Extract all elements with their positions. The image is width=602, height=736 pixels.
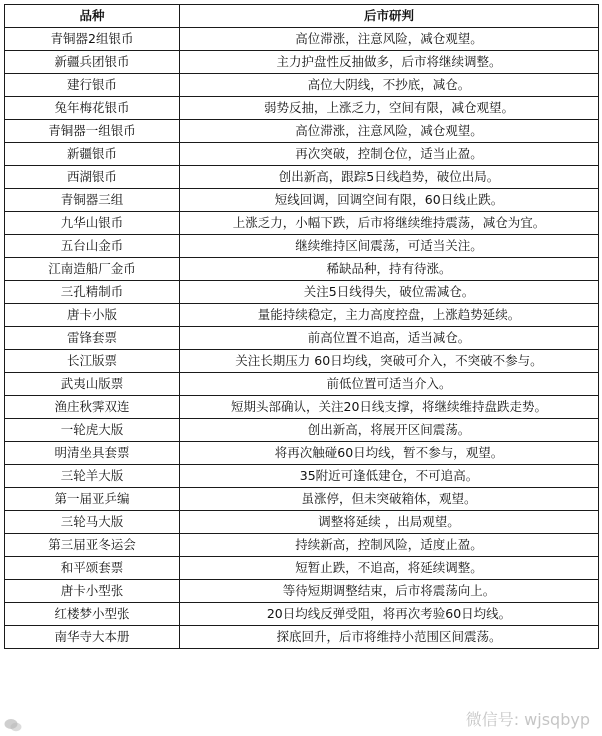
- table-body: [5, 28, 599, 649]
- judgment-cell: 创出新高，跟踪5日线趋势，破位出局。: [180, 166, 599, 189]
- judgment-cell: 继续维持区间震荡，可适当关注。: [180, 235, 599, 258]
- table-row: [5, 120, 599, 143]
- variety-cell: 渔庄秋霁双连: [5, 396, 180, 419]
- variety-cell: 江南造船厂金币: [5, 258, 180, 281]
- variety-cell: 唐卡小版: [5, 304, 180, 327]
- variety-cell: 兔年梅花银币: [5, 97, 180, 120]
- table-row: [5, 235, 599, 258]
- variety-cell: 建行银币: [5, 74, 180, 97]
- variety-cell: 南华寺大本册: [5, 626, 180, 649]
- variety-cell: 三轮马大版: [5, 511, 180, 534]
- table-row: [5, 373, 599, 396]
- wechat-icon: [4, 718, 22, 732]
- header-variety: 品种: [5, 5, 180, 28]
- table-row: [5, 511, 599, 534]
- table-row: [5, 281, 599, 304]
- forecast-table: [4, 4, 599, 649]
- table-row: [5, 626, 599, 649]
- table-row: [5, 557, 599, 580]
- table-row: [5, 442, 599, 465]
- judgment-cell: 虽涨停，但未突破箱体，观望。: [180, 488, 599, 511]
- variety-cell: 新疆兵团银币: [5, 51, 180, 74]
- judgment-cell: 关注5日线得失，破位需减仓。: [180, 281, 599, 304]
- variety-cell: 一轮虎大版: [5, 419, 180, 442]
- judgment-cell: 短暂止跌，不追高，将延续调整。: [180, 557, 599, 580]
- table-row: [5, 97, 599, 120]
- judgment-cell: 量能持续稳定，主力高度控盘，上涨趋势延续。: [180, 304, 599, 327]
- variety-cell: 第一届亚乒编: [5, 488, 180, 511]
- table-row: [5, 304, 599, 327]
- variety-cell: 长江版票: [5, 350, 180, 373]
- table-row: [5, 488, 599, 511]
- judgment-cell: 持续新高，控制风险，适度止盈。: [180, 534, 599, 557]
- judgment-cell: 调整将延续 ，出局观望。: [180, 511, 599, 534]
- table-row: [5, 327, 599, 350]
- variety-cell: 第三届亚冬运会: [5, 534, 180, 557]
- judgment-cell: 再次突破，控制仓位，适当止盈。: [180, 143, 599, 166]
- variety-cell: 青铜器三组: [5, 189, 180, 212]
- judgment-cell: 稀缺品种，持有待涨。: [180, 258, 599, 281]
- variety-cell: 唐卡小型张: [5, 580, 180, 603]
- variety-cell: 五台山金币: [5, 235, 180, 258]
- judgment-cell: 上涨乏力，小幅下跌，后市将继续维持震荡，减仓为宜。: [180, 212, 599, 235]
- variety-cell: 九华山银币: [5, 212, 180, 235]
- table-row: [5, 396, 599, 419]
- judgment-cell: 短期头部确认，关注20日线支撑，将继续维持盘跌走势。: [180, 396, 599, 419]
- table-row: [5, 143, 599, 166]
- header-judgment: 后市研判: [180, 5, 599, 28]
- table-row: [5, 51, 599, 74]
- judgment-cell: 探底回升，后市将维持小范围区间震荡。: [180, 626, 599, 649]
- judgment-cell: 高位滞涨，注意风险，减仓观望。: [180, 120, 599, 143]
- variety-cell: 青铜器一组银币: [5, 120, 180, 143]
- table-row: [5, 580, 599, 603]
- table-row: [5, 28, 599, 51]
- table-row: [5, 350, 599, 373]
- table-row: [5, 258, 599, 281]
- table-row: [5, 166, 599, 189]
- variety-cell: 红楼梦小型张: [5, 603, 180, 626]
- table-row: [5, 212, 599, 235]
- judgment-cell: 高位滞涨，注意风险，减仓观望。: [180, 28, 599, 51]
- variety-cell: 和平颂套票: [5, 557, 180, 580]
- judgment-cell: 主力护盘性反抽做多，后市将继续调整。: [180, 51, 599, 74]
- variety-cell: 雷锋套票: [5, 327, 180, 350]
- judgment-cell: 弱势反抽，上涨乏力，空间有限，减仓观望。: [180, 97, 599, 120]
- judgment-cell: 35附近可逢低建仓，不可追高。: [180, 465, 599, 488]
- table-row: [5, 189, 599, 212]
- judgment-cell: 关注长期压力 60日均线，突破可介入，不突破不参与。: [180, 350, 599, 373]
- judgment-cell: 短线回调，回调空间有限，60日线止跌。: [180, 189, 599, 212]
- variety-cell: 明清坐具套票: [5, 442, 180, 465]
- table-row: [5, 603, 599, 626]
- variety-cell: 新疆银币: [5, 143, 180, 166]
- variety-cell: 西湖银币: [5, 166, 180, 189]
- watermark-text: 微信号: wjsqbyp: [465, 710, 590, 729]
- judgment-cell: 前高位置不追高，适当减仓。: [180, 327, 599, 350]
- table-row: [5, 74, 599, 97]
- variety-cell: 三轮羊大版: [5, 465, 180, 488]
- variety-cell: 青铜器2组银币: [5, 28, 180, 51]
- judgment-cell: 前低位置可适当介入。: [180, 373, 599, 396]
- judgment-cell: 20日均线反弹受阻，将再次考验60日均线。: [180, 603, 599, 626]
- judgment-cell: 高位大阴线，不抄底，减仓。: [180, 74, 599, 97]
- table-header-row: [5, 5, 599, 28]
- judgment-cell: 将再次触碰60日均线，暂不参与，观望。: [180, 442, 599, 465]
- table-row: [5, 419, 599, 442]
- variety-cell: 三孔精制币: [5, 281, 180, 304]
- table-row: [5, 534, 599, 557]
- variety-cell: 武夷山版票: [5, 373, 180, 396]
- judgment-cell: 等待短期调整结束，后市将震荡向上。: [180, 580, 599, 603]
- table-row: [5, 465, 599, 488]
- judgment-cell: 创出新高，将展开区间震荡。: [180, 419, 599, 442]
